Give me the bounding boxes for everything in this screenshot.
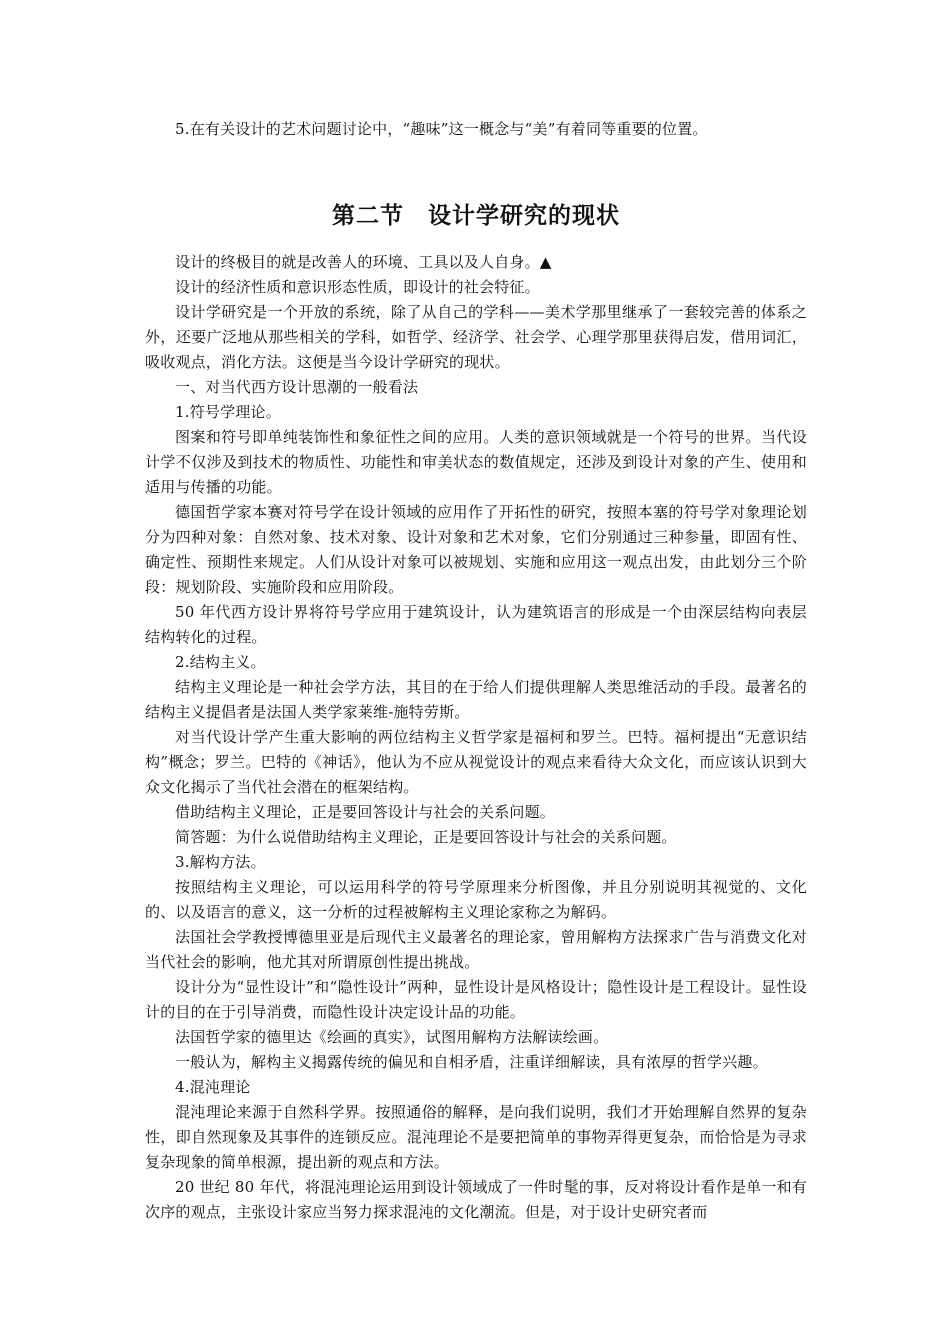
subheading: 1.符号学理论。 xyxy=(175,403,281,421)
paragraph: 设计学研究是一个开放的系统，除了从自己的学科——美术学那里继承了一套较完善的体系之外，还要广泛地从那些相关的学科，如哲学、经济学、社会学、心理学那里获得启发，借用词汇，吸收观点，消化方法。这便是当今设计学研究的现状。 xyxy=(145,303,807,371)
subheading: 2.结构主义。 xyxy=(175,653,266,671)
paragraph: 结构主义理论是一种社会学方法，其目的在于给人们提供理解人类思维活动的手段。最著名的结构主义提倡者是法国人类学家莱维-施特劳斯。 xyxy=(145,678,807,721)
numbered-point-5: 5.在有关设计的艺术问题讨论中，“趣味”这一概念与“美”有着同等重要的位置。 xyxy=(175,120,708,138)
paragraph: 图案和符号即单纯装饰性和象征性之间的应用。人类的意识领域就是一个符号的世界。当代设计学不仅涉及到技术的物质性、功能性和审美状态的数值规定，还涉及到设计对象的产生、使用和适用与传播的功能。 xyxy=(145,428,807,496)
paragraph: 设计的经济性质和意识形态性质，即设计的社会特征。 xyxy=(175,278,540,296)
paragraph: 设计的终极目的就是改善人的环境、工具以及人自身。▲ xyxy=(175,253,552,271)
paragraph: 法国社会学教授博德里亚是后现代主义最著名的理论家，曾用解构方法探求广告与消费文化对当代社会的影响，他尤其对所谓原创性提出挑战。 xyxy=(145,928,807,971)
paragraph: 一般认为，解构主义揭露传统的偏见和自相矛盾，注重详细解读，具有浓厚的哲学兴趣。 xyxy=(175,1053,768,1071)
paragraph: 按照结构主义理论，可以运用科学的符号学原理来分析图像，并且分别说明其视觉的、文化的、以及语言的意义，这一分析的过程被解构主义理论家称之为解码。 xyxy=(145,878,807,921)
subheading: 3.解构方法。 xyxy=(175,853,266,871)
paragraph: 简答题：为什么说借助结构主义理论，正是要回答设计与社会的关系问题。 xyxy=(175,828,677,846)
paragraph: 混沌理论来源于自然科学界。按照通俗的解释，是向我们说明，我们才开始理解自然界的复杂性，即自然现象及其事件的连锁反应。混沌理论不是要把简单的事物弄得更复杂，而恰恰是为寻求复杂现象的简单根源，提出新的观点和方法。 xyxy=(145,1103,807,1171)
body-text xyxy=(145,250,807,1225)
paragraph: 法国哲学家的德里达《绘画的真实》，试图用解构方法解读绘画。 xyxy=(175,1028,609,1046)
paragraph: 借助结构主义理论，正是要回答设计与社会的关系问题。 xyxy=(175,803,556,821)
subheading: 一、对当代西方设计思潮的一般看法 xyxy=(175,378,419,396)
subheading: 4.混沌理论 xyxy=(175,1078,251,1096)
paragraph: 20 世纪 80 年代，将混沌理论运用到设计领域成了一件时髦的事，反对将设计看作是单一和有次序的观点，主张设计家应当努力探求混沌的文化潮流。但是，对于设计史研究者而 xyxy=(145,1178,807,1221)
document-page xyxy=(145,117,807,1225)
paragraph: 德国哲学家本赛对符号学在设计领域的应用作了开拓性的研究，按照本塞的符号学对象理论划分为四种对象：自然对象、技术对象、设计对象和艺术对象，它们分别通过三种参量，即固有性、确定性、预期性来规定。人们从设计对象可以被规划、实施和应用这一观点出发，由此划分三个阶段：规划阶段、实施阶段和应用阶段。 xyxy=(145,503,807,596)
paragraph: 50 年代西方设计界将符号学应用于建筑设计，认为建筑语言的形成是一个由深层结构向表层结构转化的过程。 xyxy=(145,603,807,646)
paragraph: 对当代设计学产生重大影响的两位结构主义哲学家是福柯和罗兰。巴特。福柯提出“无意识结构”概念；罗兰。巴特的《神话》，他认为不应从视觉设计的观点来看待大众文化，而应该认识到大众文化揭示了当代社会潜在的框架结构。 xyxy=(145,728,807,796)
paragraph: 设计分为“显性设计”和“隐性设计”两种，显性设计是风格设计；隐性设计是工程设计。显性设计的目的在于引导消费，而隐性设计决定设计品的功能。 xyxy=(145,978,807,1021)
section-title: 第二节 设计学研究的现状 xyxy=(332,203,620,229)
